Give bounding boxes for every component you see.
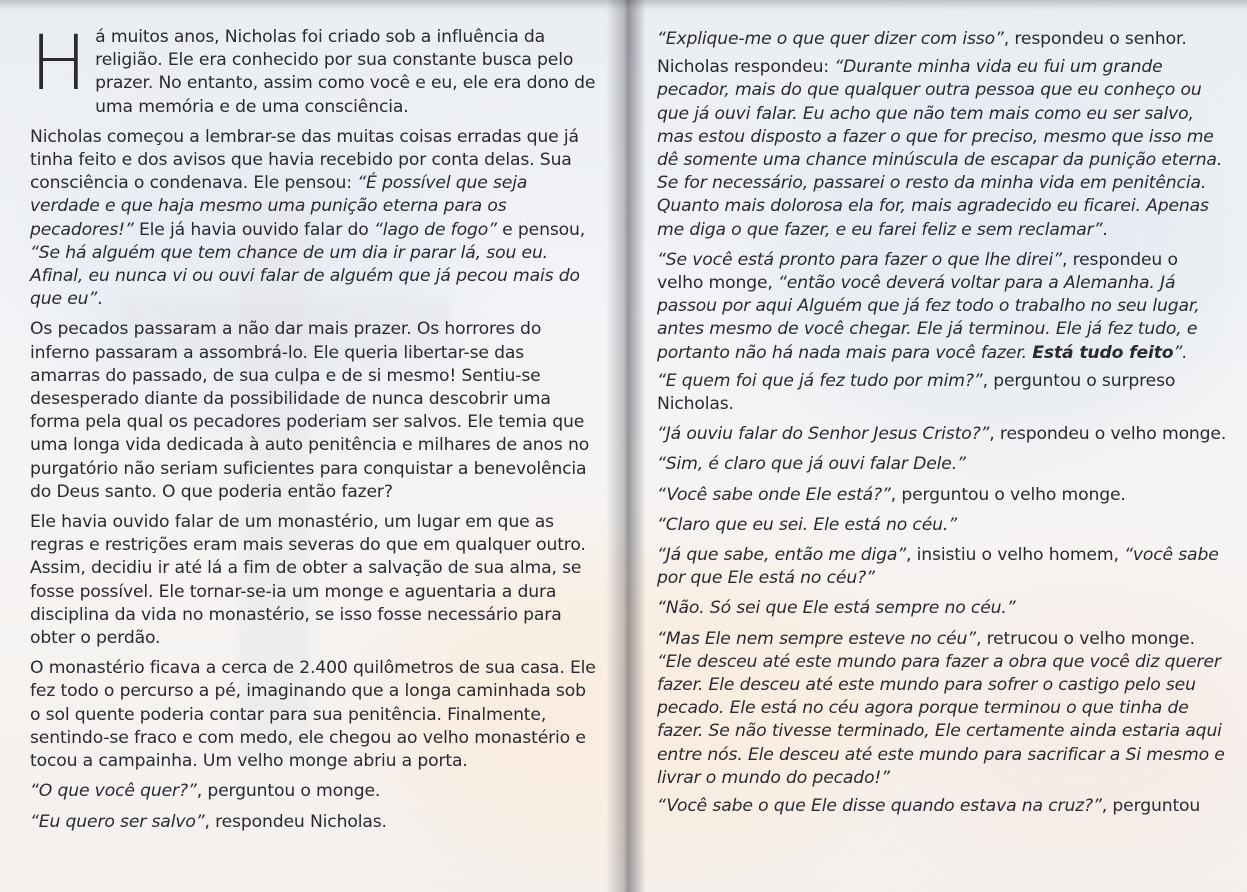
text-run: O monastério ficava a cerca de 2.400 quilômetros de sua casa. Ele fez todo o percurso a pé, imaginando que a longa caminhada sob o sol quente poderia contar para sua penitência. Finalmente, sentindo-se fraco e com medo, ele chegou ao velho monastério e tocou a campainha. Um velho monge abriu a porta. [30, 658, 596, 772]
paragraph [30, 511, 598, 650]
paragraph [30, 318, 598, 504]
text-run: “lago de fogo” [373, 219, 497, 240]
dialogue-line [657, 453, 1229, 476]
text-run: . [1102, 219, 1108, 240]
text-run: , respondeu o velho monge. [989, 424, 1227, 445]
text-run: “você sabe por que Ele está no céu?” [657, 545, 1219, 589]
dialogue-line [657, 795, 1229, 818]
paragraph [657, 628, 1229, 790]
right-page [657, 28, 1229, 825]
text-run: “E quem foi que já fez tudo por mim?” [657, 370, 983, 391]
text-run: “Sim, é claro que já ouvi falar Dele.” [657, 454, 966, 475]
text-run: , perguntou o velho monge. [890, 484, 1126, 505]
text-run: , retrucou o velho monge. [975, 628, 1195, 649]
text-run: Nicholas respondeu: [657, 57, 835, 78]
text-run: , perguntou o surpreso Nicholas. [657, 370, 1176, 415]
dialogue-line [657, 514, 1229, 537]
dialogue-line [657, 370, 1229, 416]
text-run: “Eu quero ser salvo” [30, 811, 205, 832]
text-run: “Não. Só sei que Ele está sempre no céu.” [657, 598, 1016, 619]
text-run: , respondeu o velho monge, [657, 249, 1178, 294]
dialogue-line [657, 484, 1229, 507]
dialogue-line [657, 597, 1229, 620]
text-run: “É possível que seja verdade e que haja mesmo uma punição eterna para os pecadores!” [30, 173, 528, 240]
text-run: , perguntou [1101, 796, 1201, 817]
dialogue-line [30, 780, 598, 803]
text-run: “Se você está pronto para fazer o que lhe direi” [657, 249, 1062, 270]
text-run: “Durante minha vida eu fui um grande pecador, mais do que qualquer outra pessoa que eu conheço ou que já ouvi falar. Eu acho que não tem mais como eu ser salvo, mas estou disposto a fazer o que for preciso, mesmo que isso me dê somente uma chance minúscula de escapar da punição eterna. Se for necessário, passarei o resto da minha vida em penitência. Quanto mais dolorosa ela for, mais agradecido eu ficarei. Apenas me diga o que fazer, e eu farei feliz e sem reclamar” [657, 57, 1223, 240]
dialogue-line [657, 423, 1229, 446]
text-run: , insistiu o velho homem, [906, 545, 1125, 566]
drop-cap: H [30, 18, 88, 107]
dialogue-line [30, 811, 598, 834]
text-run: “Claro que eu sei. Ele está no céu.” [657, 514, 957, 535]
paragraph [30, 126, 598, 312]
paragraph [657, 56, 1229, 242]
paragraph [30, 657, 598, 773]
text-run: e pensou, [496, 219, 586, 240]
left-page [30, 18, 598, 841]
text-run: Nicholas começou a lembrar-se das muitas coisas erradas que já tinha feito e dos avisos que havia recebido por conta delas. Sua consciência o condenava. Ele pensou: [30, 126, 579, 194]
text-run: . [97, 289, 103, 310]
text-run: Os pecados passaram a não dar mais prazer. Os horrores do inferno passaram a assombrá-lo. Ele queria libertar-se das amarras do passado, de sua culpa e de si mesmo! Sentiu-se desesperado diante da possibilidade de nunca descobrir uma forma pela qual os pecadores poderiam ser salvos. Ele temia que uma longa vida dedicada à auto penitência e milhares de anos no purgatório não seriam suficientes para conquistar a benevolência do Deus santo. O que poderia então fazer? [30, 319, 590, 502]
text-run: Ele havia ouvido falar de um monastério, um lugar em que as regras e restrições eram mais severas do que em qualquer outro. Assim, decidiu ir até lá a fim de obter a salvação de sua alma, se fosse possível. Ele tornar-se-ia um monge e aguentaria a dura disciplina da vida no monastério, se isso fosse necessário para obter o perdão. [30, 512, 586, 649]
text-run: “O que você quer?” [30, 781, 197, 802]
text-run: “então você deverá voltar para a Alemanha. Já passou por aqui Alguém que já fez todo o trabalho no seu lugar, antes mesmo de você chegar. Ele já terminou. Ele já fez tudo, e portanto não há nada mais para você fazer. [657, 273, 1200, 363]
text-run: , respondeu Nicholas. [204, 811, 387, 832]
text-run: Ele já havia ouvido falar do [133, 219, 374, 240]
text-run: , respondeu o senhor. [1003, 29, 1187, 49]
text-run: , perguntou o monge. [196, 781, 381, 802]
text-run: “Se há alguém que tem chance de um dia ir parar lá, sou eu. Afinal, eu nunca vi ou ouvi falar de alguém que já pecou mais do que eu” [30, 242, 580, 310]
text-run: “Já que sabe, então me diga” [657, 545, 907, 566]
text-run: “Mas Ele nem sempre esteve no céu” [657, 628, 976, 649]
text-run: á muitos anos, Nicholas foi criado sob a influência da religião. Ele era conhecido por sua constante busca pelo prazer. No entanto, assim como você e eu, ele era dono de uma memória e de uma consciência. [95, 27, 596, 117]
text-run: Está tudo feito [1032, 342, 1174, 363]
paragraph [30, 18, 598, 119]
book-spine [606, 0, 646, 892]
dialogue-line [657, 28, 1229, 51]
text-run: “Ele desceu até este mundo para fazer a obra que você diz querer fazer. Ele desceu até este mundo para sofrer o castigo pelo seu pecado. Ele está no céu agora porque terminou o que tinha de fazer. Se não tivesse terminado, Ele certamente ainda estaria aqui entre nós. Ele desceu até este mundo para sacrificar a Si mesmo e livrar o mundo do pecado!” [657, 651, 1225, 788]
text-run: “Já ouviu falar do Senhor Jesus Cristo?” [657, 424, 990, 445]
paragraph [657, 249, 1229, 365]
text-run: “Você sabe onde Ele está?” [657, 484, 891, 505]
dialogue-line [657, 544, 1229, 590]
text-run: “Você sabe o que Ele disse quando estava na cruz?” [657, 796, 1102, 817]
text-run: ”. [1173, 342, 1188, 363]
text-run: “Explique-me o que quer dizer com isso” [657, 29, 1004, 49]
